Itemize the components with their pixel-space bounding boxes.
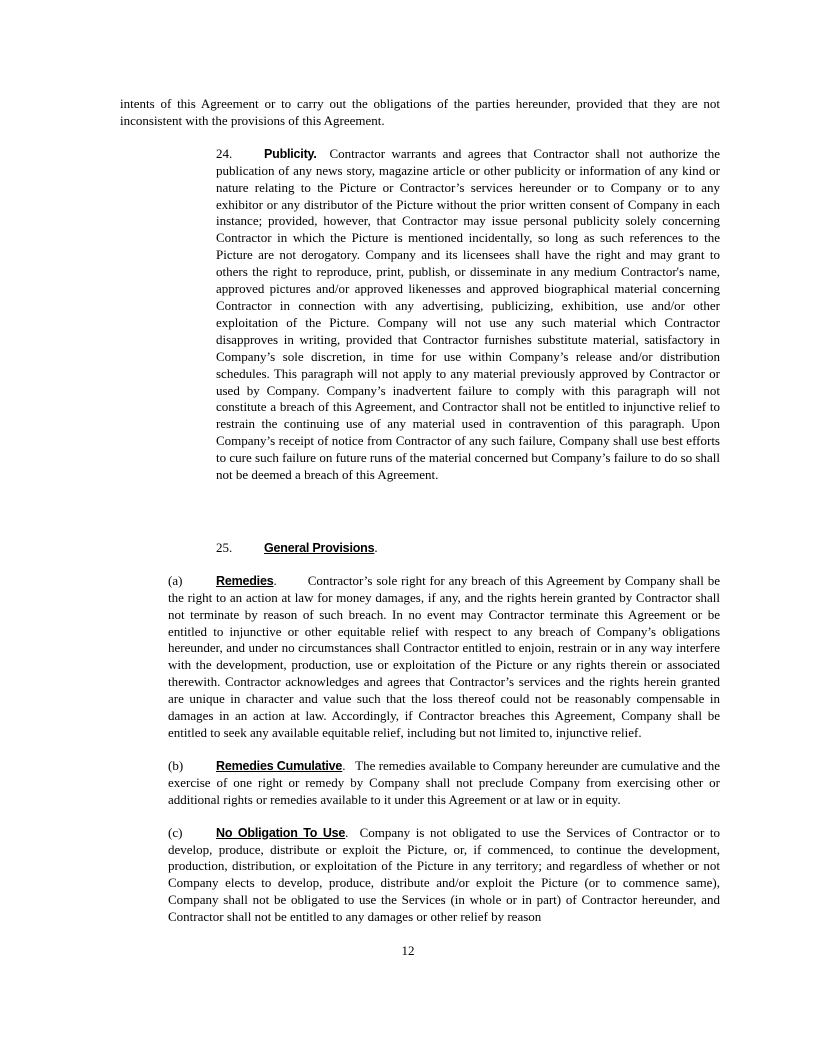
section-24-heading: Publicity.: [264, 146, 317, 161]
subsection-b-paragraph: [120, 758, 720, 809]
subsection-c-paragraph: [120, 825, 720, 926]
page-number: 12: [401, 943, 415, 958]
subsection-c-heading-suffix: .: [345, 824, 349, 840]
continuation-paragraph: intents of this Agreement or to carry out the obligations of the parties hereunder, provided that they are not inconsistent with the provisions of this Agreement.: [120, 96, 720, 128]
subsection-a-label: (a): [168, 572, 183, 588]
subsection-b-body: The remedies available to Company hereunder are cumulative and the exercise of one right or remedy by Company shall not preclude Company from exercising other or additional rights or remedies available to it under this Agreement or at law or in equity.: [168, 757, 721, 807]
subsection-b-label: (b): [168, 757, 184, 773]
section-25-number: 25.: [216, 539, 233, 555]
section-25-heading: General Provisions: [264, 540, 375, 555]
subsection-c-label: (c): [168, 824, 183, 840]
subsection-a-body: Contractor’s sole right for any breach of this Agreement by Company shall be the right to an action at law for money damages, if any, and the rights herein granted by Contractor shall not terminate by reason of such breach. In no event may Contractor terminate this Agreement or be entitled to injunctive or other equitable relief with respect to any breach of Company’s obligations hereunder, and under no circumstances shall Contractor entitled to enjoin, restrain or in any way interfere with the development, production, use or exploitation of the Picture or any rights therein or associated therewith. Contractor acknowledges and agrees that Contractor’s services and the rights herein granted are unique in character and value such that the loss thereof could not be reasonably compensable in damages in an action at law. Accordingly, if Contractor breaches this Agreement, Company shall be entitled to seek any available equitable relief, including but not limited to, injunctive relief.: [168, 572, 721, 740]
subsection-b-heading: Remedies Cumulative: [216, 758, 343, 773]
section-25-heading-line: [120, 540, 720, 557]
subsection-a-heading: Remedies: [216, 573, 274, 588]
section-25-heading-suffix: .: [374, 539, 378, 555]
document-page: [120, 96, 720, 926]
subsection-a-paragraph: [120, 573, 720, 742]
subsection-c-heading: No Obligation To Use: [216, 825, 346, 840]
subsection-b-heading-suffix: .: [342, 757, 346, 773]
subsection-c-body: Company is not obligated to use the Services of Contractor or to develop, produce, distribute or exploit the Picture, or, if commenced, to continue the development, production, distribution, or exploitation of the Picture in any territory; and regardless of whether or not Company elects to develop, produce, distribute and/or exploit the Picture (or to commence same), Company shall not be obligated to use the Services (in whole or in part) of Contractor hereunder, and Contractor shall not be entitled to any damages or other relief by reason: [168, 824, 721, 925]
section-24-body: Contractor warrants and agrees that Contractor shall not authorize the publication of any news story, magazine article or other publicity or information of any kind or nature relating to the Picture or Contractor’s services hereunder or to Company or to any exhibitor or any distributor of the Picture without the prior written consent of Company in each instance; provided, however, that Contractor may issue personal publicity solely concerning Contractor in which the Picture is mentioned incidentally, so long as such references to the Picture are not derogatory. Company and its licensees shall have the right and may grant to others the right to reproduce, print, publish, or disseminate in any medium Contractor's name, approved pictures and/or approved likenesses and approved biographical material concerning Contractor in connection with any advertising, publicizing, exhibition, use and/or other exploitation of the Picture. Company will not use any such material which Contractor disapproves in writing, provided that Contractor furnishes substitute material, satisfactory in Company’s sole discretion, in time for use within Company’s release and/or distribution schedules. This paragraph will not apply to any material previously approved by Contractor or used by Company. Company’s inadvertent failure to comply with this paragraph will not constitute a breach of this Agreement, and Contractor shall not be entitled to injunctive relief to restrain the continuing use of any material used in contravention of this paragraph. Upon Company’s receipt of notice from Contractor of any such failure, Company shall use best efforts to cure such failure on future runs of the material concerned but Company’s failure to do so shall not be deemed a breach of this Agreement.: [216, 145, 720, 483]
section-24-paragraph: [120, 146, 720, 484]
section-24-number: 24.: [216, 145, 233, 161]
subsection-a-heading-suffix: .: [273, 572, 277, 588]
